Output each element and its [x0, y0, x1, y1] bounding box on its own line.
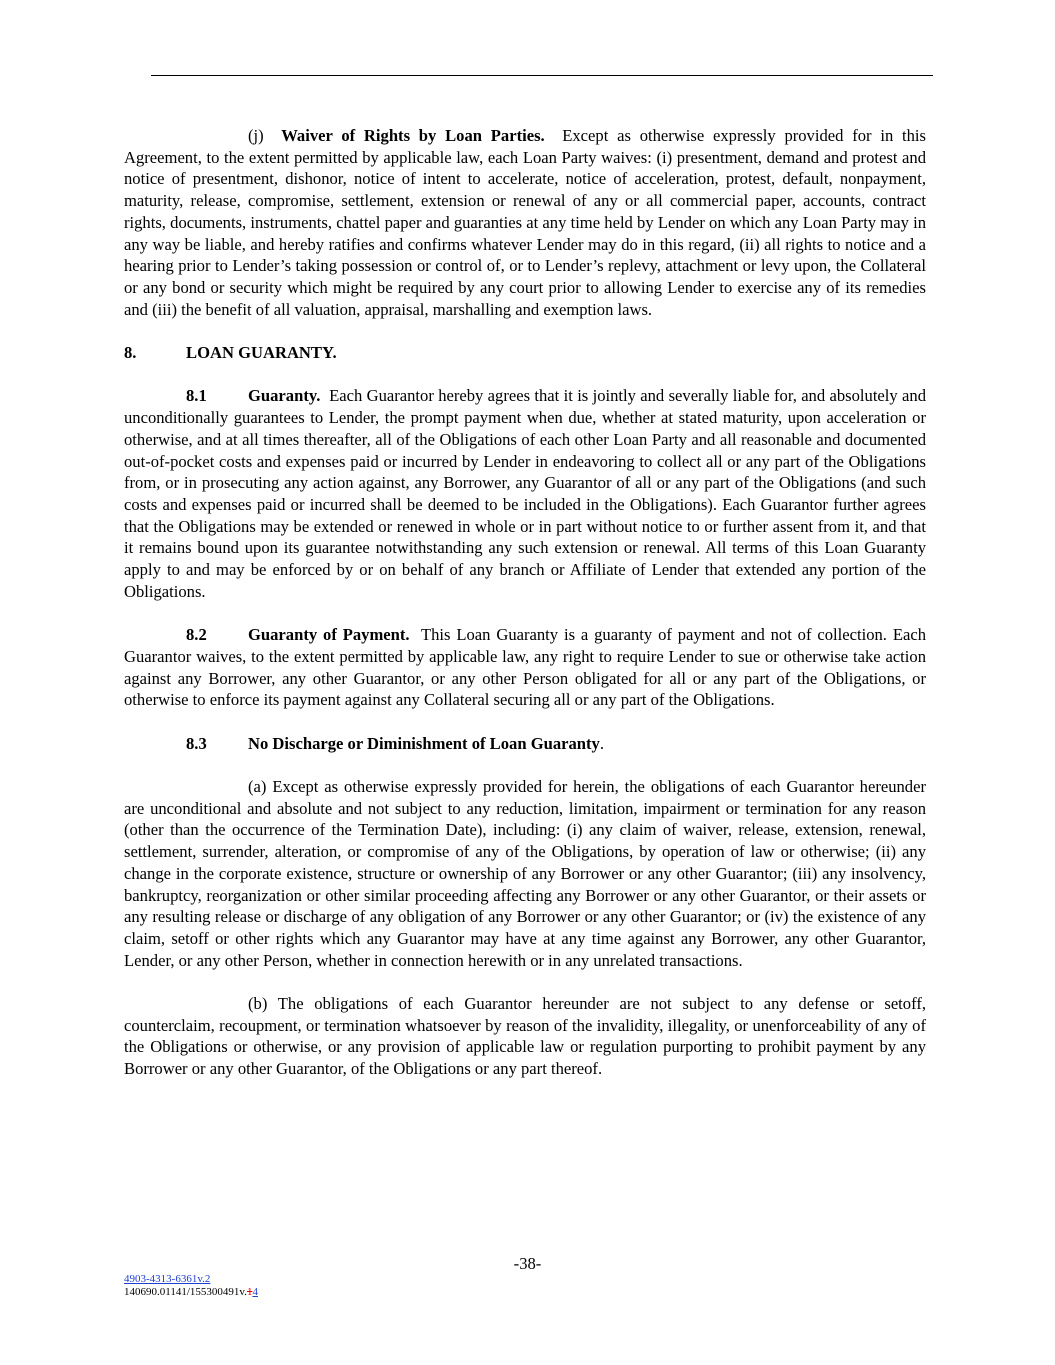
section-8-heading — [124, 342, 926, 364]
section-text: This Loan Guaranty is a guaranty of payment and not of collection. Each Guarantor waives, to the extent permitted by applicable law, any right to require Lender to sue or otherwise take action against any Borrower, any other Guarantor, or any other Person obligated for all or any part of the Obligations, or otherwise to enforce its payment against any Collateral securing all or any part of the Obligations. — [124, 625, 926, 710]
section-title: LOAN GUARANTY. — [186, 343, 337, 363]
section-j — [124, 125, 926, 320]
period: . — [599, 733, 605, 753]
section-title: Waiver of Rights by Loan Parties. — [281, 126, 545, 145]
section-number: 8.1 — [186, 386, 207, 406]
section-label: (j) — [248, 126, 264, 145]
section-title: Guaranty. — [248, 386, 321, 406]
section-8-1 — [124, 385, 926, 602]
footer — [124, 1273, 258, 1299]
section-text: Each Guarantor hereby agrees that it is jointly and severally liable for, and absolutely and unconditionally guarantees to Lender, the prompt payment when due, whether at stated maturity, upon acceleration or otherwise, and at all times thereafter, all of the Obligations of each other Loan Party and all reasonable and documented out-of-pocket costs and expenses paid or incurred by Lender in endeavoring to collect all or any part of the Obligations from, or in prosecuting any action against, any Borrower, any Guarantor of all or any part of the Obligations (and such costs and expenses paid or incurred shall be deemed to be included in the Obligations). Each Guarantor further agrees that the Obligations may be extended or renewed in whole or in part without notice to or further assent from it, and that it remains bound upon its guarantee notwithstanding any such extension or renewal. All terms of this Loan Guaranty apply to and may be enforced by or on behalf of any branch or Affiliate of Lender that extended any portion of the Obligations. — [124, 386, 926, 601]
deleted-version: 1 — [246, 1286, 253, 1298]
section-8-3-heading — [186, 733, 926, 755]
section-8-3-a: (a) Except as otherwise expressly provided for herein, the obligations of each Guarantor hereunder are unconditional and absolute and not subject to any reduction, limitation, impairment or termination for any reason (other than the occurrence of the Termination Date), including: (i) any claim of waiver, release, extension, renewal, settlement, surrender, alteration, or compromise of any of the Obligations, by operation of law or otherwise; (ii) any change in the corporate existence, structure or ownership of any Borrower or any other Guarantor; (iii) any insolvency, bankruptcy, reorganization or other similar proceeding affecting any Borrower or any other Guarantor, or their assets or any resulting release or discharge of any obligation of any Borrower or any other Guarantor; or (iv) the existence of any claim, setoff or other rights which any Guarantor may have at any time against any Borrower, any other Guarantor, Lender, or any other Person, whether in connection herewith or in any unrelated transactions. — [124, 777, 926, 970]
document-body — [124, 125, 926, 1102]
section-number: 8.2 — [186, 625, 207, 645]
ref-prefix: 140690.01141/155300491v. — [124, 1286, 247, 1298]
section-8-3-b: (b) The obligations of each Guarantor hereunder are not subject to any defense or setoff, counterclaim, recoupment, or termination whatsoever by reason of the invalidity, illegality, or unenforceability of any of the Obligations or otherwise, or any provision of applicable law or regulation purporting to prohibit payment by any Borrower or any other Guarantor, of the Obligations or any part thereof. — [124, 994, 926, 1079]
section-number: 8. — [124, 343, 137, 363]
section-title: Guaranty of Payment. — [248, 625, 410, 645]
inserted-version: 4 — [252, 1286, 258, 1298]
section-8-2 — [124, 624, 926, 711]
doc-reference — [124, 1286, 258, 1299]
section-title: No Discharge or Diminishment of Loan Guaranty — [248, 733, 600, 753]
header-rule — [151, 75, 933, 76]
section-text: Except as otherwise expressly provided for in this Agreement, to the extent permitted by applicable law, each Loan Party waives: (i) presentment, demand and protest and notice of presentment, dishonor, notice of intent to accelerate, notice of acceleration, protest, default, nonpayment, maturity, release, compromise, settlement, extension or renewal of any or all commercial paper, accounts, contract rights, documents, instruments, chattel paper and guaranties at any time held by Lender on which any Loan Party may in any way be liable, and hereby ratifies and confirms whatever Lender may do in this regard, (ii) all rights to notice and a hearing prior to Lender’s taking possession or control of, or to Lender’s replevy, attachment or levy upon, the Collateral or any bond or security which might be required by any court prior to allowing Lender to exercise any of its remedies and (iii) the benefit of all valuation, appraisal, marshalling and exemption laws. — [124, 126, 926, 319]
doc-id-link[interactable]: 4903-4313-6361v.2 — [124, 1273, 211, 1285]
page-number: -38- — [513, 1254, 542, 1273]
section-number: 8.3 — [186, 733, 207, 753]
